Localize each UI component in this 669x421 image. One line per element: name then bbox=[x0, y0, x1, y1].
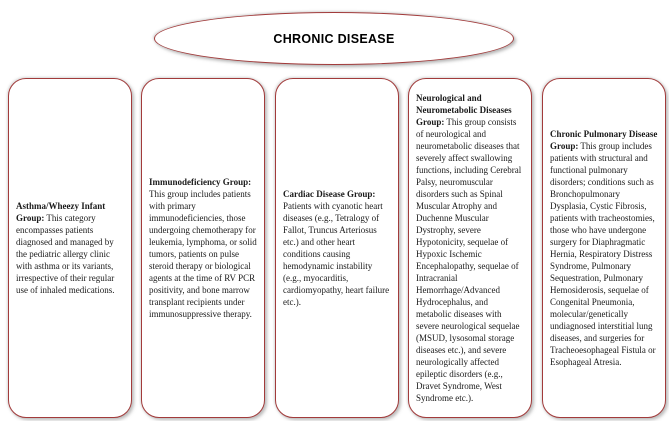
diagram-title: CHRONIC DISEASE bbox=[273, 31, 395, 46]
group-name-label: Neurological and Neurometabolic Diseases Group: bbox=[416, 93, 512, 127]
group-description: This group includes patients with primary immunodeficiencies, those undergoing chemotherapy for leukemia, lymphoma, or solid tumors, patients on pulse steroid therapy or biological agents at the time of RV PCR positivity, and bone marrow transplant recipients under immunosuppressive therapy. bbox=[149, 189, 257, 319]
group-text bbox=[543, 122, 665, 374]
group-description: This group consists of neurological and neurometabolic diseases that severely affect swallowing functions, including Cerebral Palsy, neuromuscular disorders such as Spinal Muscular Atrophy and Duchenne Muscular Dystrophy, severe Hypotonicity, sequelae of Hypoxic Ischemic Encephalopathy, sequelae of Intracranial Hemorrhage/Advanced Hydrocephalus, and metabolic diseases with severe neurological sequelae (MSUD, lysosomal storage diseases etc.), and severe neurologically affected epileptic disorders (e.g., Dravet Syndrome, West Syndrome etc.). bbox=[416, 117, 522, 403]
group-name-label: Cardiac Disease Group: bbox=[283, 189, 376, 199]
group-description: This group includes patients with structural and functional pulmonary disorders; conditions such as Bronchopulmonary Dysplasia, Cystic Fibrosis, patients with tracheostomies, those who have undergone surgery for Diaphragmatic Hernia, Respiratory Distress Syndrome, Pulmonary Sequestration, Pulmonary Hemosiderosis, sequelae of Congenital Pneumonia, molecular/genetically undiagnosed interstitial lung diseases, and surgeries for Tracheoesophageal Fistula or Esophageal Atresia. bbox=[550, 141, 656, 367]
chronic-disease-ellipse bbox=[154, 12, 514, 65]
group-box-chronic-pulmonary bbox=[542, 78, 666, 418]
group-name-label: Chronic Pulmonary Disease Group: bbox=[550, 129, 658, 151]
group-box-cardiac-disease bbox=[275, 78, 399, 418]
group-name-label: Asthma/Wheezy Infant Group: bbox=[16, 201, 106, 223]
group-text bbox=[409, 86, 531, 410]
group-box-immunodeficiency bbox=[141, 78, 265, 418]
group-text bbox=[9, 194, 131, 302]
group-description: This category encompasses patients diagnosed and managed by the pediatric allergy clinic with asthma or its variants, irrespective of their regular use of inhaled medications. bbox=[16, 213, 115, 295]
group-description: Patients with cyanotic heart diseases (e.g., Tetralogy of Fallot, Truncus Arteriosus etc.) and other heart conditions causing hemodynamic instability (e.g., myocarditis, cardiomyopathy, heart failure etc.). bbox=[283, 201, 390, 307]
group-text bbox=[142, 170, 264, 326]
group-name-label: Immunodeficiency Group: bbox=[149, 177, 252, 187]
group-text bbox=[276, 182, 398, 314]
group-box-neurological-neurometabolic bbox=[408, 78, 532, 418]
group-box-asthma-wheezy-infant bbox=[8, 78, 132, 418]
